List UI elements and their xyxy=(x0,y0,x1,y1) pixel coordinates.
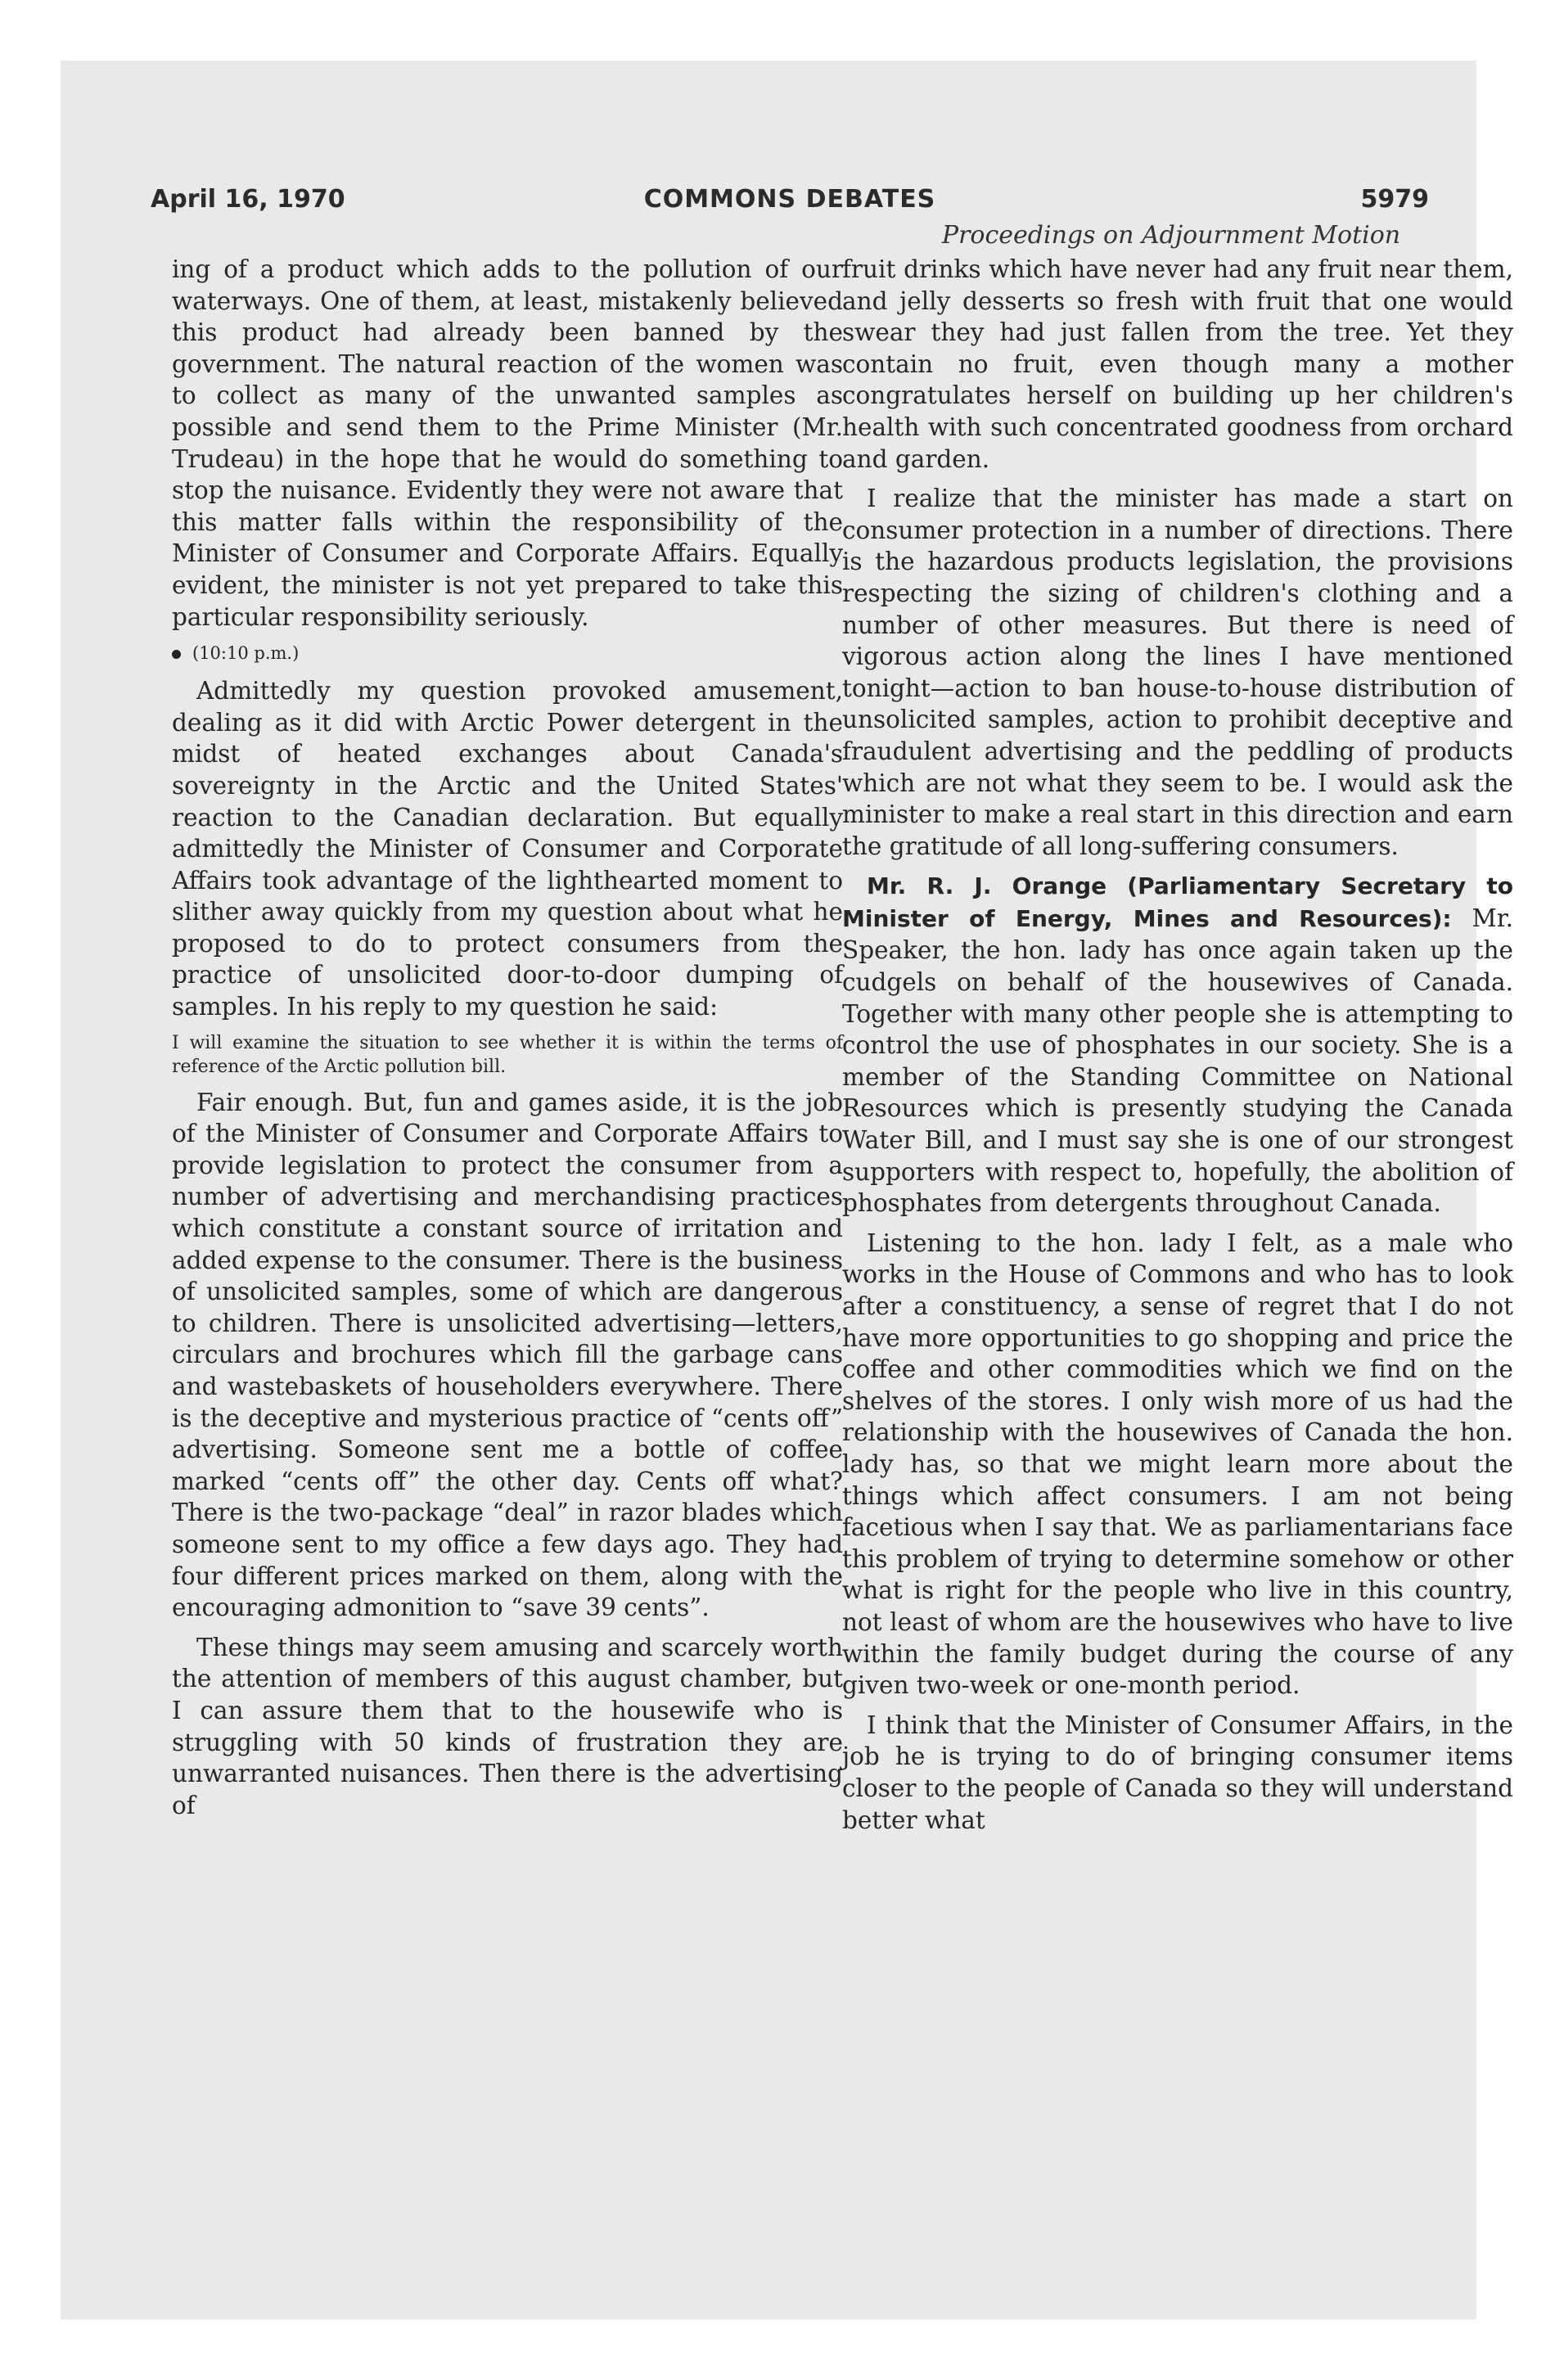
right-paragraph-1: fruit drinks which have never had any fruit near them, and jelly desserts so fresh with fruit that one would swear they had just fallen from the tree. Yet they contain no fruit, even though many a mother congratulates herself on building up her children's health with such concentrated goodness from orchard and garden. xyxy=(842,255,1513,473)
left-paragraph-4: These things may seem amusing and scarcely worth the attention of members of this august chamber, but I can assure them that to the housewife who is struggling with 50 kinds of frustration they are unwarranted nuisances. Then there is the advertising of xyxy=(172,1633,843,1819)
speaker-paragraph xyxy=(842,870,1513,1219)
page-scan xyxy=(61,61,1513,2319)
time-stamp-text: (10:10 p.m.) xyxy=(192,643,300,664)
speaker-name: Mr. R. J. Orange (Parliamentary Secretary to Minister of Energy, Mines and Resources): xyxy=(842,872,1513,932)
section-subheading: Proceedings on Adjournment Motion xyxy=(941,221,1401,250)
block-quote: I will examine the situation to see whether it is within the terms of reference of the Arctic pollution bill. xyxy=(172,1032,843,1077)
right-paragraph-2: I realize that the minister has made a start on consumer protection in a number of directions. There is the hazardous products legislation, the provisions respecting the sizing of children's clothing and a number of other measures. But there is need of vigorous action along the lines I have mentioned tonight—action to ban house-to-house distribution of unsolicited samples, action to prohibit deceptive and fraudulent advertising and the peddling of products which are not what they seem to be. I would ask the minister to make a real start in this direction and earn the gratitude of all long-suffering consumers. xyxy=(842,485,1513,860)
right-paragraph-5: I think that the Minister of Consumer Affairs, in the job he is trying to do of bringing consumer items closer to the people of Canada so they will understand better what xyxy=(842,1711,1513,1834)
left-paragraph-2: Admittedly my question provoked amusement, dealing as it did with Arctic Power detergent in the midst of heated exchanges about Canada's sovereignty in the Arctic and the United States' reaction to the Canadian declaration. But equally admittedly the Minister of Consumer and Corporate Affairs took advantage of the lighthearted moment to slither away quickly from my question about what he proposed to do to protect consumers from the practice of unsolicited door-to-door dumping of samples. In his reply to my question he said: xyxy=(172,677,843,1021)
header-title: COMMONS DEBATES xyxy=(643,185,936,214)
bullet-icon xyxy=(172,650,181,659)
right-paragraph-4: Listening to the hon. lady I felt, as a male who works in the House of Commons and who has to look after a constituency, a sense of regret that I do not have more opportunities to go shopping and price the coffee and other commodities which we find on the shelves of the stores. I only wish more of us had the relationship with the housewives of Canada the hon. lady has, so that we might learn more about the things which affect consumers. I am not being facetious when I say that. We as parliamentarians face this problem of trying to determine somehow or other what is right for the people who live in this country, not least of whom are the housewives who have to live within the family budget during the course of any given two-week or one-month period. xyxy=(842,1228,1513,1700)
time-stamp xyxy=(172,641,843,665)
right-column xyxy=(842,254,1513,1844)
header-date: April 16, 1970 xyxy=(151,185,345,214)
right-paragraph-3: Mr. Speaker, the hon. lady has once again taken up the cudgels on behalf of the housewives of Canada. Together with many other people she is attempting to control the use of phosphates in our society. She is a member of the Standing Committee on National Resources which is presently studying the Canada Water Bill, and I must say she is one of our strongest supporters with respect to, hopefully, the abolition of phosphates from detergents throughout Canada. xyxy=(842,904,1513,1218)
left-column xyxy=(172,254,843,1829)
page-number: 5979 xyxy=(1360,185,1429,214)
left-paragraph-1: ing of a product which adds to the pollution of our waterways. One of them, at least, mistakenly believed this product had already been banned by the government. The natural reaction of the women was to collect as many of the unwanted samples as possible and send them to the Prime Minister (Mr. Trudeau) in the hope that he would do something to stop the nuisance. Evidently they were not aware that this matter falls within the responsibility of the Minister of Consumer and Corporate Affairs. Equally evident, the minister is not yet prepared to take this particular responsibility seriously. xyxy=(172,255,843,631)
left-paragraph-3: Fair enough. But, fun and games aside, it is the job of the Minister of Consumer and Corporate Affairs to provide legislation to protect the consumer from a number of advertising and merchandising practices which constitute a constant source of irritation and added expense to the consumer. There is the business of unsolicited samples, some of which are dangerous to children. There is unsolicited advertising—letters, circulars and brochures which fill the garbage cans and wastebaskets of householders everywhere. There is the deceptive and mysterious practice of “cents off” advertising. Someone sent me a bottle of coffee marked “cents off” the other day. Cents off what? There is the two-package “deal” in razor blades which someone sent to my office a few days ago. They had four different prices marked on them, along with the encouraging admonition to “save 39 cents”. xyxy=(172,1088,843,1622)
